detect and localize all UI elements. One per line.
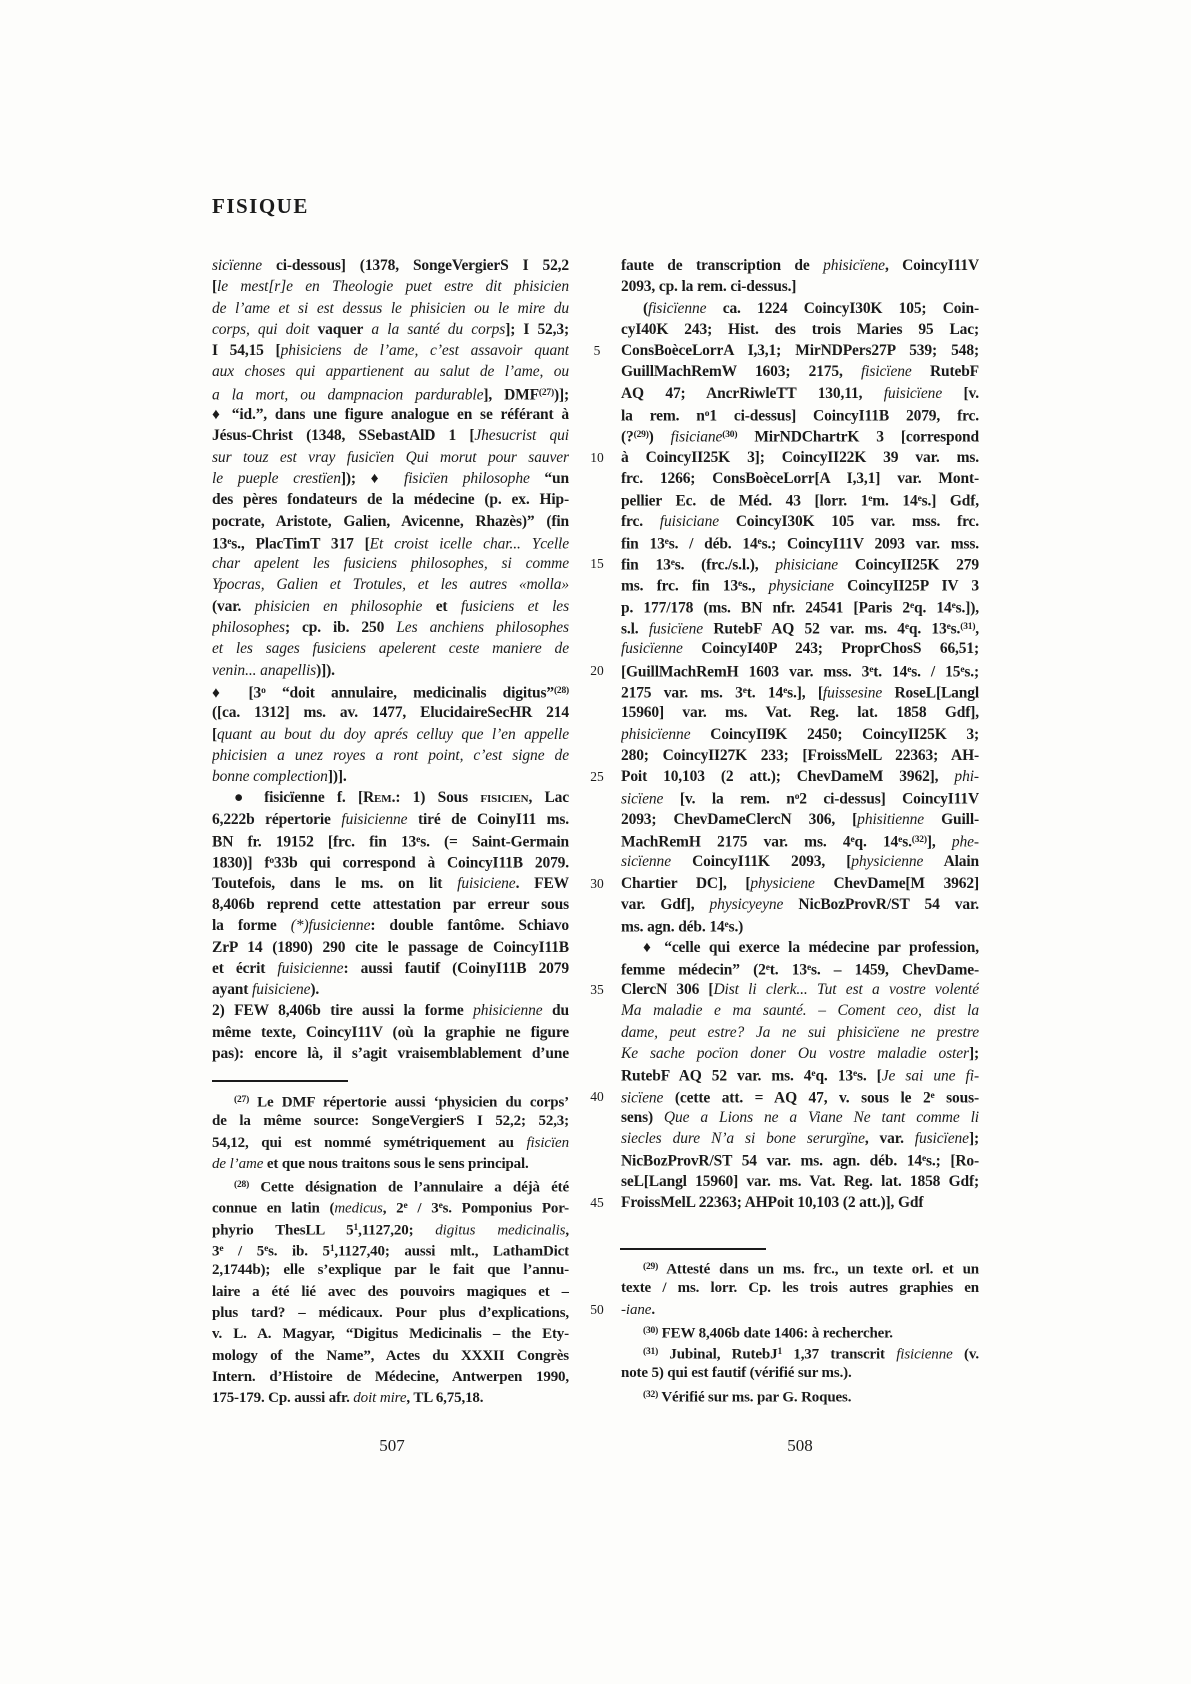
text-line: NicBozProvR/ST 54 var. ms. agn. déb. 14es.; [Ro- [621,1152,979,1170]
footnote-line: de l’ame et que nous traitons sous le sens principal. [212,1155,529,1172]
text-line: sens) Que a Lions ne a Viane Ne tant comme li [621,1108,979,1126]
text-line: FroissMelL 22363; AHPoit 10,103 (2 att.)], Gdf [621,1194,924,1212]
text-line: 15960] var. ms. Vat. Reg. lat. 1858 Gdf], [621,704,979,722]
line-number: 45 [590,1195,604,1211]
line-number: 10 [590,449,604,465]
text-line: [quant au bout du doy aprés celluy que l’en appelle [212,725,569,743]
text-line: la rem. $n^o1$ ci-dessus] CoincyI11B 2079, frc. [621,407,979,425]
text-line: et écrit fuisicienne: aussi fautif (CoinyI11B 2079 [212,959,569,977]
text-line: I 54,15 [phisiciens de l’ame, c’est assavoir quant [212,342,569,360]
footnote-line: 3e / 5es. ib. $5^1,1127,40$; aussi mlt., LathamDict [212,1243,569,1260]
text-line: a la mort, ou dampnacion pardurable], DMF$^{(27)}$)]; [212,386,569,404]
footnote-line: texte / ms. lorr. Cp. les trois autres graphies en [621,1280,979,1297]
text-line: 2093, cp. la rem. ci-dessus.] [621,278,797,296]
text-line: 13es., PlacTimT 317 [Et croist icelle char... Ycelle [212,535,569,553]
text-line: s.l. fusicïene RutebF AQ 52 var. ms. 4eq. 13es.$^{(31)}$, [621,620,979,638]
text-line: faute de transcription de phisicïene, CoincyI11V [621,257,979,274]
footnote-separator-left [212,1080,348,1082]
text-line: ms. agn. déb. 14es.) [621,918,744,936]
text-line: sicïenne ci-dessous] (1378, SongeVergierS I 52,2 [212,257,569,274]
text-line: Ke sache pocïon doner Ou vostre maladie oster]; [621,1044,979,1062]
text-line: (?$^{(29)}$) fisiciane$^{(30)}$ MirNDChartrK 3 [correspond [621,428,979,446]
text-line: frc. fuisiciane CoincyI30K 105 var. mss. frc. [621,512,979,530]
text-line: phisicïenne CoincyII9K 2450; CoincyII25K 3; [621,725,979,743]
text-line: 8,406b reprend cette attestation par erreur sous [212,895,569,913]
footnote-line: Intern. d’Histoire de Médecine, Antwerpen 1990, [212,1368,569,1385]
text-line: ♦ “id.”, dans une figure analogue en se référant à [212,406,569,424]
text-line: pocrate, Aristote, Galien, Avicenne, Rhazès)” (fin [212,512,569,530]
entry-header: FISIQUE [212,194,309,218]
text-line: GuillMachRemW 1603; 2175, fisicïene RutebF [621,363,979,381]
footnote-line: $^{(31)}$ Jubinal, RutebJ$^1$ 1,37 transcrit fisicienne (v. [643,1346,979,1363]
text-line: p. 177/178 (ms. BN nfr. 24541 [Paris 2eq. 14es.]), [621,599,979,617]
text-line: cyI40K 243; Hist. des trois Maries 95 Lac; [621,320,979,338]
text-line: ConsBoèceLorrA I,3,1; MirNDPers27P 539; 548; [621,342,979,360]
text-line: Chartier DC], [physiciene ChevDame[M 3962] [621,874,979,892]
page-number-left: 507 [379,1436,405,1455]
text-line: sur touz est vray fusicïen Qui morut pour sauver [212,448,569,466]
text-line: ms. frc. fin 13es., physiciane CoincyII25P IV 3 [621,577,979,595]
line-number: 5 [593,343,601,359]
left-column-body [212,255,569,1064]
footnote-line: -iane. [621,1301,655,1318]
text-line: ♦ “celle qui exerce la médecine par profession, [643,938,979,956]
text-line: même texte, CoincyI11V (où la graphie ne figure [212,1023,569,1041]
text-line: ([ca. 1312] ms. av. 1477, ElucidaireSecHR 214 [212,704,569,722]
text-line: Toutefois, dans le ms. on lit fuisiciene. FEW [212,874,569,892]
footnote-line: note 5) qui est fautif (vérifié sur ms.). [621,1365,852,1382]
text-line: char apelent les fusiciens philosophes, si comme [212,555,569,573]
text-line: pellier Ec. de Méd. 43 [lorr. 1em. 14es.] Gdf, [621,492,979,510]
footnote-line: 54,12, qui est nommé symétriquement au fisicïen [212,1134,569,1151]
text-line: aux choses qui appartienent au salut de l’ame, ou [212,363,569,381]
text-line: seL[Langl 15960] var. ms. Vat. Reg. lat. 1858 Gdf; [621,1172,979,1190]
line-number: 15 [590,556,604,572]
text-line: fin 13es. / déb. 14es.; CoincyI11V 2093 var. mss. [621,535,979,553]
text-line: ● fisicïenne f. [Rem.: 1) Sous fisicien, Lac [234,789,569,807]
page-number-right: 508 [787,1436,813,1455]
line-number: 35 [590,982,604,998]
text-line: [le mest[r]e en Theologie puet estre dit phisicien [212,278,569,296]
footnote-line: $^{(29)}$ Attesté dans un ms. frc., un texte orl. et un [643,1261,979,1278]
text-line: et les sages fusiciens apelerent ceste maniere de [212,640,569,658]
line-number: 40 [590,1088,604,1104]
footnote-line: $^{(30)}$ FEW 8,406b date 1406: à rechercher. [643,1325,893,1342]
text-line: le pueple crestïen]); ♦ fisicïen philosophe “un [212,469,569,487]
text-line: frc. 1266; ConsBoèceLorr[A I,3,1] var. Mont- [621,469,979,487]
text-line: Poit 10,103 (2 att.); ChevDameM 3962], phi- [621,768,979,786]
line-number: 25 [590,769,604,785]
text-line: 2175 var. ms. 3et. 14es.], [fuissesine RoseL[Langl [621,684,979,702]
text-line: 2093; ChevDameClercN 306, [phisitienne Guill- [621,810,979,828]
text-line: MachRemH 2175 var. ms. 4eq. 14es.$^{(32)}$], phe- [621,833,979,851]
text-line: philosophes; cp. ib. 250 Les anchiens philosophes [212,619,569,637]
footnote-line: phyrio ThesLL $5^1,1127,20$; digitus medicinalis, [212,1222,569,1239]
text-line: AQ 47; AncrRiwleTT 130,11, fuisicïene [v. [621,384,979,402]
footnote-line: mology of the Name”, Actes du XXXII Congrès [212,1347,569,1364]
text-line: phicisien a unez royes a ront point, c’est signe de [212,746,569,764]
text-line: 1830)] $f^o33b$ qui correspond à CoincyI11B 2079. [212,854,569,872]
text-line: [GuillMachRemH 1603 var. mss. 3et. 14es. / 15es.; [621,663,979,681]
right-column-body [621,255,979,1213]
text-line: sicïenne CoincyI11K 2093, [physicienne Alain [621,853,979,871]
text-line: de l’ame et si est dessus le phisicien ou le mire du [212,299,569,317]
text-line: corps, qui doit vaquer a la santé du corps]; I 52,3; [212,320,569,338]
text-line: fin 13es. (frc./s.l.), phisiciane CoincyII25K 279 [621,556,979,574]
footnote-line: plus tard? – médicaux. Pour plus d’explications, [212,1304,569,1321]
text-line: la forme (*)fusicienne: double fantôme. Schiavo [212,917,569,935]
text-line: des pères fondateurs de la médecine (p. ex. Hip- [212,491,569,509]
footnote-line: $^{(27)}$ Le DMF répertorie aussi ‘physicien du corps’ [234,1094,569,1111]
text-line: Ypocras, Galien et Trotules, et les autres «molla» [212,576,569,594]
text-line: à CoincyII25K 3]; CoincyII22K 39 var. ms. [621,448,979,466]
footnote-line: laire a été lié avec des pouvoirs magiques et – [212,1283,569,1300]
footnote-separator-right [620,1248,766,1250]
text-line: BN fr. 19152 [frc. fin 13es. (= Saint-Germain [212,833,569,851]
text-line: bonne complection])]. [212,768,347,786]
line-number: 50 [590,1301,604,1317]
text-line: sicïene [v. la rem. $n^o2$ ci-dessus] CoincyI11V [621,790,979,808]
text-line: var. Gdf], physicyeyne NicBozProvR/ST 54 var. [621,895,979,913]
text-line: dame, peut estre? Ja ne sui phisicïene ne prestre [621,1023,979,1041]
line-number: 30 [590,875,604,891]
footnote-line: de la même source: SongeVergierS I 52,2; 52,3; [212,1113,569,1130]
text-line: Jésus-Christ (1348, SSebastAlD 1 [Jhesucrist qui [212,427,569,445]
footnote-line: 175-179. Cp. aussi afr. doit mire, TL 6,75,18. [212,1390,484,1407]
text-line: ♦ [3$^o$ “doit annulaire, medicinalis digitus”$^{(28)}$ [212,684,569,702]
text-line: 280; CoincyII27K 233; [FroissMelL 22363; AH- [621,746,979,764]
text-line: Ma maladie e ma saunté. – Coment ceo, dist la [621,1002,979,1020]
text-line: pas): encore là, il s’agit vraisemblablement d’une [212,1044,569,1062]
footnote-line: $^{(32)}$ Vérifié sur ms. par G. Roques. [643,1389,852,1406]
text-line: fusicïenne CoincyI40P 243; ProprChosS 66,51; [621,640,979,658]
text-line: siecles dure N’a si bone serurgïne, var. fusicïene]; [621,1130,979,1148]
text-line: ayant fuisiciene). [212,981,320,999]
text-line: RutebF AQ 52 var. ms. 4eq. 13es. [Je sai une fi- [621,1067,979,1085]
text-line: femme médecin” (2et. 13es. – 1459, ChevDame- [621,961,979,979]
text-line: (fisicïenne ca. 1224 CoincyI30K 105; Coin- [643,299,979,317]
text-line: 2) FEW 8,406b tire aussi la forme phisicienne du [212,1002,569,1020]
text-line: (var. phisicien en philosophie et fusiciens et les [212,597,569,615]
footnote-line: $^{(28)}$ Cette désignation de l’annulaire a déjà été [234,1179,569,1196]
text-line: venin... anapellis)]). [212,661,335,679]
text-line: sicïene (cette att. = AQ 47, v. sous le 2e sous- [621,1089,979,1107]
footnote-line: 2,1744b); elle s’explique par le fait que l’annu- [212,1262,569,1279]
footnote-line: connue en latin (medicus, 2e / 3es. Pomponius Por- [212,1200,569,1217]
line-number: 20 [590,662,604,678]
left-column-footnotes [212,1090,569,1409]
text-line: ZrP 14 (1890) 290 cite le passage de CoincyI11B [212,938,569,956]
text-line: 6,222b répertorie fuisicienne tiré de CoinyI11 ms. [212,810,569,828]
right-column-footnotes [621,1257,979,1406]
footnote-line: v. L. A. Magyar, “Digitus Medicinalis – the Ety- [212,1326,569,1343]
text-line: ClercN 306 [Dist li clerk... Tut est a vostre volenté [621,981,979,999]
